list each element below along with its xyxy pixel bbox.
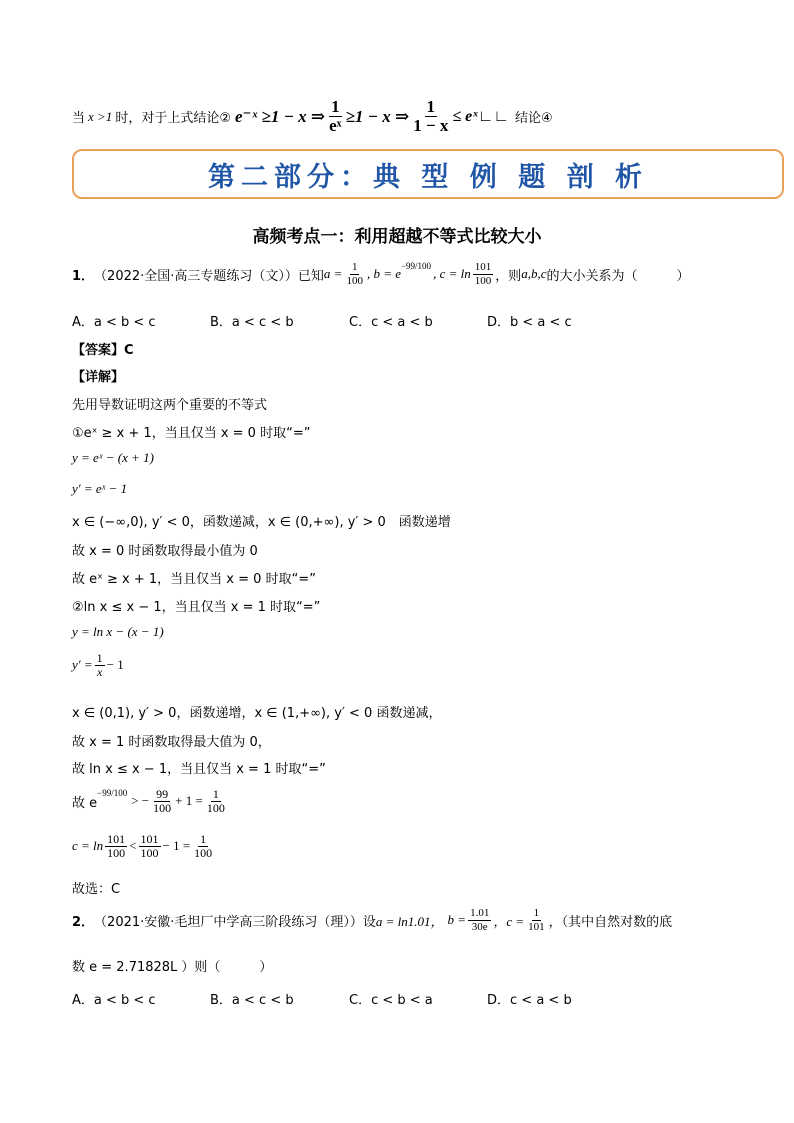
intro-formula: e⁻ˣ ≥1 − x ⇒ [234,106,326,126]
q2-b-num: 1.01 [470,907,490,919]
q1-ask: ，则 [495,268,522,284]
q1-option-a[interactable]: A．a < b < c [72,315,156,330]
intro-end: 结论④ [515,111,553,127]
q1-ineq1-mid2: + 1 = [175,793,203,809]
q2-option-a[interactable]: A．a < b < c [72,993,156,1008]
intro-cond: x >1 [88,108,113,124]
q1-ineq2-g-den: 100 [140,845,159,860]
q1-ineq2-g-num: 101 [140,832,159,846]
q1-line-9: y′ = [72,657,93,673]
topic-heading: 高频考点一：利用超越不等式比较大小 [252,227,542,247]
q1-line-0: 先用导数证明这两个重要的不等式 [72,398,268,413]
q1-line-2: y = eˣ − (x + 1) [72,450,154,465]
q1-line-4: x ∈ (−∞,0), y′ < 0，函数递减，x ∈ (0,+∞), y′ > 0 函数递增 [72,515,451,530]
q1-ineq2-pre: c = ln [72,838,104,854]
q1-ineq2 [72,833,216,860]
q2-option-c[interactable]: C．c < b < a [349,993,433,1008]
q1-ineq1-r-num: 1 [212,787,219,801]
intro-frac2-num: 1 [426,97,436,116]
q1-yprime-num: 1 [96,651,103,665]
q2-stem [72,908,672,933]
q1-line-3: y′ = eˣ − 1 [72,481,128,496]
q1-a: a = [323,266,343,282]
q1-line-6: 故 eˣ ≥ x + 1，当且仅当 x = 0 时取“=” [72,572,316,587]
q1-yprime-den: x [96,664,103,679]
q1-choice: 故选：C [72,882,121,897]
intro-frac1-den: eˣ [329,115,342,135]
q1-c-den: 100 [474,274,492,287]
q2-option-d[interactable]: D．c < a < b [487,993,572,1008]
q2-c-den: 101 [528,920,545,933]
q1-source: （2022·全国·高三专题练习（文））已知 [94,268,324,284]
q1-yprime-tail: − 1 [106,657,124,673]
q1-option-b[interactable]: B．a < c < b [210,315,294,330]
q1-ineq1-r-den: 100 [206,800,225,815]
q1-c: , c = ln [433,266,471,282]
q1-detail: 【详解】 [72,370,125,385]
intro-frac2-den: 1 − x [413,115,449,135]
q1-ineq1-exp: −99/100 [97,788,128,799]
q1-b-exp: −99/100 [400,261,432,272]
q1-ineq1 [72,788,229,815]
q1-line-10: x ∈ (0,1), y′ > 0，函数递增，x ∈ (1,+∞), y′ < 0 函数递减， [72,706,442,721]
q1-ineq2-mid: − 1 = [162,838,191,854]
q2-tail: ，（其中自然对数的底 [548,914,673,930]
q2-a: a = ln1.01， [375,913,444,929]
q1-option-c[interactable]: C．c < a < b [349,315,433,330]
q1-ineq2-r-den: 100 [194,845,213,860]
q2-c: ，c = [493,913,525,929]
intro-tail: ≤ eˣ∟∟ [452,107,510,125]
intro-mid: 时，对于上式结论② [115,111,231,127]
q1-line-1: ①eˣ ≥ x + 1，当且仅当 x = 0 时取“=” [72,426,311,441]
q1-ineq1-f-num: 99 [156,787,169,801]
q1-line-12: 故 ln x ≤ x − 1，当且仅当 x = 1 时取“=” [72,762,326,777]
q1-stem [72,262,690,287]
q1-a-den: 100 [346,274,363,287]
q1-answer: 【答案】C [72,343,134,358]
intro-mid2: ≥1 − x ⇒ [345,106,410,126]
q2-line2: 数 e = 2.71828L ）则（ ） [72,960,273,975]
q2-b-den: 30e [471,920,488,933]
q1-line-5: 故 x = 0 时函数取得最小值为 0 [72,544,258,559]
q1-ineq1-mid: > − [131,793,150,809]
intro-prefix: 当 [72,111,86,127]
q2-number: 2． [72,914,95,930]
q1-ineq2-lt: < [129,838,137,854]
intro-frac1-num: 1 [331,97,340,116]
q1-line-8: y = ln x − (x − 1) [72,624,164,639]
q1-c-num: 101 [474,261,492,273]
q1-line-7: ②ln x ≤ x − 1，当且仅当 x = 1 时取“=” [72,600,321,615]
q1-option-d[interactable]: D．b < a < c [487,315,572,330]
q1-line-11: 故 x = 1 时函数取得最大值为 0， [72,735,271,750]
q1-ineq2-f-den: 100 [107,845,126,860]
q1-a-num: 1 [351,261,358,273]
q1-yprime-line [72,652,124,679]
intro-line [72,98,553,136]
q1-ineq2-f-num: 101 [107,832,126,846]
q1-vars: a,b,c [521,266,547,282]
q1-ask2: 的大小关系为（ ） [546,268,690,284]
q2-option-b[interactable]: B．a < c < b [210,993,294,1008]
q2-c-num: 1 [533,907,540,919]
q1-b: , b = e [366,266,401,282]
q2-b: b = [447,912,467,928]
q1-ineq2-r-num: 1 [200,832,207,846]
q2-source: （2021·安徽·毛坦厂中学高三阶段练习（理））设 [94,914,376,930]
section-banner [72,149,784,199]
section-title: 第二部分：典 型 例 题 剖 析 [208,161,648,193]
q1-ineq1-f-den: 100 [153,800,172,815]
q1-ineq1-pre: 故 e [72,795,98,811]
q1-number: 1． [72,268,95,284]
